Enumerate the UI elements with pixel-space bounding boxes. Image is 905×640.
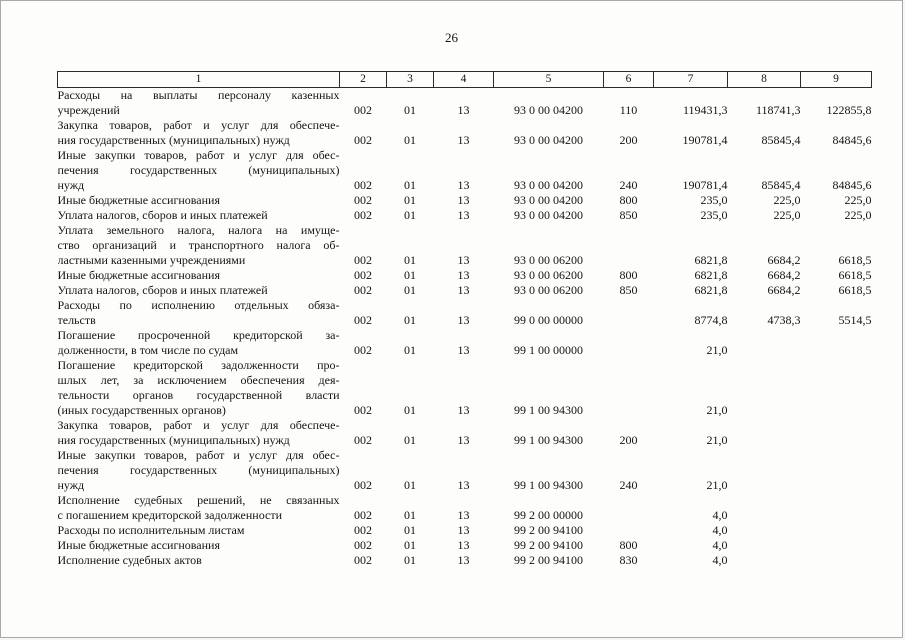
row-description: Закупка товаров, работ и услуг для обеспече- ния государственных (муниципальных) нужд (57, 418, 340, 447)
row-cell-col6: 240 (619, 478, 638, 492)
table-row (58, 223, 872, 268)
row-cell-col4: 13 (457, 283, 470, 297)
column-header-2: 2 (340, 72, 387, 88)
row-description: Расходы на выплаты персоналу казенных учреждений (57, 88, 340, 117)
row-cell-col4: 13 (457, 433, 470, 447)
row-cell-col8: 225,0 (773, 208, 801, 222)
row-cell-col6: 240 (619, 178, 638, 192)
row-cell-col5: 93 0 00 04200 (514, 178, 583, 192)
row-description: Расходы по исполнительным листам (57, 523, 245, 537)
row-description: Иные закупки товаров, работ и услуг для обес- печения государственных (муниципальных) нужд (57, 148, 340, 192)
table-row (58, 283, 872, 298)
budget-table (57, 71, 872, 568)
row-cell-col3: 01 (404, 478, 416, 492)
row-cell-col6: 800 (619, 538, 638, 552)
row-cell-col7: 6821,8 (694, 253, 728, 267)
row-cell-col7: 21,0 (706, 433, 728, 447)
row-cell-col3: 01 (404, 268, 416, 282)
row-cell-col8 (728, 358, 801, 418)
row-cell-col9 (801, 523, 872, 538)
row-cell-col3: 01 (404, 538, 416, 552)
row-cell-col9 (801, 418, 872, 448)
table-row (58, 523, 872, 538)
table-row (58, 193, 872, 208)
table-row (58, 328, 872, 358)
row-cell-col3: 01 (404, 433, 416, 447)
row-cell-col8 (728, 553, 801, 568)
row-cell-col2: 002 (354, 103, 372, 117)
row-cell-col8 (728, 538, 801, 553)
table-body (58, 88, 872, 569)
row-description: Погашение просроченной кредиторской за- долженности, в том числе по судам (57, 328, 340, 357)
row-cell-col4: 13 (457, 193, 470, 207)
row-cell-col7: 8774,8 (694, 313, 728, 327)
row-cell-col4: 13 (457, 478, 470, 492)
row-cell-col2: 002 (354, 193, 372, 207)
row-cell-col6: 800 (619, 268, 638, 282)
row-cell-col2: 002 (354, 508, 372, 522)
row-cell-col6: 830 (619, 553, 638, 567)
row-cell-col2: 002 (354, 553, 372, 567)
row-cell-col3: 01 (404, 133, 416, 147)
row-cell-col3: 01 (404, 343, 416, 357)
row-cell-col6: 850 (619, 283, 638, 297)
row-cell-col7: 6821,8 (694, 268, 728, 282)
row-cell-col8 (728, 523, 801, 538)
row-cell-col8: 4738,3 (767, 313, 801, 327)
column-header-9: 9 (801, 72, 872, 88)
row-cell-col7: 4,0 (712, 553, 728, 567)
row-cell-col6: 800 (619, 193, 638, 207)
row-cell-col4: 13 (457, 268, 470, 282)
row-cell-col9 (801, 358, 872, 418)
row-cell-col7: 21,0 (706, 478, 728, 492)
row-cell-col4: 13 (457, 538, 470, 552)
row-cell-col3: 01 (404, 283, 416, 297)
row-cell-col2: 002 (354, 268, 372, 282)
row-cell-col4: 13 (457, 253, 470, 267)
row-description: Уплата земельного налога, налога на имуще- ство организаций и транспортного налога об- ластными казенными учреждениями (57, 223, 340, 267)
row-cell-col9 (801, 553, 872, 568)
row-description: Погашение кредиторской задолженности про- шлых лет, за исключением обеспечения дея- тельности органов государственной власти (иных государственных органов) (57, 358, 340, 417)
row-cell-col6: 200 (619, 133, 638, 147)
row-cell-col8: 85845,4 (761, 178, 801, 192)
row-cell-col7: 6821,8 (694, 283, 728, 297)
row-cell-col9: 84845,6 (832, 178, 872, 192)
row-cell-col4: 13 (457, 553, 470, 567)
row-cell-col2: 002 (354, 433, 372, 447)
row-cell-col3: 01 (404, 253, 416, 267)
row-cell-col5: 99 0 00 00000 (514, 313, 583, 327)
row-cell-col5: 93 0 00 06200 (514, 268, 583, 282)
row-cell-col5: 93 0 00 04200 (514, 208, 583, 222)
page-number: 26 (445, 30, 458, 45)
row-cell-col2: 002 (354, 253, 372, 267)
row-cell-col9: 6618,5 (838, 253, 872, 267)
row-cell-col9: 5514,5 (838, 313, 872, 327)
table-row (58, 148, 872, 193)
row-description: Уплата налогов, сборов и иных платежей (57, 208, 268, 222)
row-cell-col9: 225,0 (844, 208, 872, 222)
row-cell-col2: 002 (354, 283, 372, 297)
table-row (58, 448, 872, 493)
row-cell-col8: 6684,2 (767, 283, 801, 297)
row-cell-col5: 93 0 00 04200 (514, 103, 583, 117)
row-cell-col6 (604, 328, 654, 358)
row-cell-col3: 01 (404, 523, 416, 537)
row-cell-col2: 002 (354, 538, 372, 552)
row-cell-col6 (604, 358, 654, 418)
row-cell-col2: 002 (354, 208, 372, 222)
row-cell-col4: 13 (457, 133, 470, 147)
row-cell-col5: 93 0 00 06200 (514, 253, 583, 267)
table-row (58, 538, 872, 553)
row-cell-col5: 99 2 00 00000 (514, 508, 583, 522)
row-cell-col4: 13 (457, 523, 470, 537)
row-cell-col3: 01 (404, 508, 416, 522)
row-cell-col3: 01 (404, 313, 416, 327)
row-cell-col6 (604, 493, 654, 523)
row-cell-col2: 002 (354, 133, 372, 147)
column-header-8: 8 (728, 72, 801, 88)
row-description: Иные бюджетные ассигнования (57, 193, 220, 207)
row-description: Уплата налогов, сборов и иных платежей (57, 283, 268, 297)
table-header-row (58, 72, 872, 88)
row-description: Иные бюджетные ассигнования (57, 538, 220, 552)
row-cell-col9: 6618,5 (838, 268, 872, 282)
column-header-1: 1 (58, 72, 340, 88)
row-cell-col4: 13 (457, 343, 470, 357)
row-description: Иные закупки товаров, работ и услуг для обес- печения государственных (муниципальных) нужд (57, 448, 340, 492)
row-cell-col8: 225,0 (773, 193, 801, 207)
row-cell-col5: 99 2 00 94100 (514, 553, 583, 567)
row-cell-col7: 235,0 (700, 208, 728, 222)
row-cell-col3: 01 (404, 103, 416, 117)
row-cell-col4: 13 (457, 403, 470, 417)
row-cell-col7: 4,0 (712, 508, 728, 522)
table-row (58, 493, 872, 523)
row-cell-col9: 122855,8 (826, 103, 872, 117)
row-cell-col9 (801, 448, 872, 493)
row-cell-col3: 01 (404, 193, 416, 207)
row-cell-col9: 6618,5 (838, 283, 872, 297)
row-cell-col8: 6684,2 (767, 268, 801, 282)
row-cell-col3: 01 (404, 178, 416, 192)
row-cell-col5: 99 1 00 94300 (514, 478, 583, 492)
column-header-7: 7 (654, 72, 728, 88)
row-cell-col8 (728, 448, 801, 493)
column-header-5: 5 (494, 72, 604, 88)
row-cell-col4: 13 (457, 508, 470, 522)
row-cell-col3: 01 (404, 403, 416, 417)
row-cell-col7: 4,0 (712, 538, 728, 552)
row-cell-col2: 002 (354, 343, 372, 357)
row-cell-col9 (801, 328, 872, 358)
row-cell-col2: 002 (354, 478, 372, 492)
row-cell-col6 (604, 298, 654, 328)
row-cell-col7: 119431,3 (682, 103, 728, 117)
row-cell-col6 (604, 223, 654, 268)
table-row (58, 298, 872, 328)
row-description: Расходы по исполнению отдельных обяза- тельств (57, 298, 340, 327)
row-cell-col2: 002 (354, 403, 372, 417)
table-row (58, 268, 872, 283)
row-cell-col6: 200 (619, 433, 638, 447)
row-cell-col3: 01 (404, 208, 416, 222)
row-description: Исполнение судебных актов (57, 553, 202, 567)
table-row (58, 553, 872, 568)
row-cell-col8: 85845,4 (761, 133, 801, 147)
row-cell-col5: 99 2 00 94100 (514, 523, 583, 537)
row-cell-col5: 99 2 00 94100 (514, 538, 583, 552)
column-header-6: 6 (604, 72, 654, 88)
row-cell-col5: 99 1 00 94300 (514, 433, 583, 447)
row-cell-col7: 190781,4 (682, 178, 728, 192)
row-cell-col9: 225,0 (844, 193, 872, 207)
row-cell-col4: 13 (457, 103, 470, 117)
row-cell-col9: 84845,6 (832, 133, 872, 147)
row-cell-col8: 6684,2 (767, 253, 801, 267)
row-cell-col5: 99 1 00 94300 (514, 403, 583, 417)
row-cell-col6: 850 (619, 208, 638, 222)
row-description: Иные бюджетные ассигнования (57, 268, 220, 282)
row-cell-col8 (728, 328, 801, 358)
row-cell-col2: 002 (354, 523, 372, 537)
row-cell-col4: 13 (457, 208, 470, 222)
row-cell-col8 (728, 418, 801, 448)
row-cell-col5: 93 0 00 04200 (514, 193, 583, 207)
row-cell-col7: 4,0 (712, 523, 728, 537)
column-header-3: 3 (387, 72, 434, 88)
row-cell-col9 (801, 493, 872, 523)
row-cell-col5: 99 1 00 00000 (514, 343, 583, 357)
row-cell-col2: 002 (354, 178, 372, 192)
row-description: Исполнение судебных решений, не связанных с погашением кредиторской задолженности (57, 493, 340, 522)
table-row (58, 418, 872, 448)
table-row (58, 118, 872, 148)
row-cell-col8: 118741,3 (755, 103, 801, 117)
row-cell-col8 (728, 493, 801, 523)
table-row (58, 88, 872, 119)
column-header-4: 4 (434, 72, 494, 88)
row-description: Закупка товаров, работ и услуг для обеспече- ния государственных (муниципальных) нужд (57, 118, 340, 147)
row-cell-col6: 110 (619, 103, 638, 117)
table-row (58, 208, 872, 223)
row-cell-col7: 21,0 (706, 343, 728, 357)
row-cell-col4: 13 (457, 313, 470, 327)
row-cell-col2: 002 (354, 313, 372, 327)
row-cell-col9 (801, 538, 872, 553)
row-cell-col7: 235,0 (700, 193, 728, 207)
row-cell-col3: 01 (404, 553, 416, 567)
row-cell-col5: 93 0 00 04200 (514, 133, 583, 147)
table-row (58, 358, 872, 418)
row-cell-col6 (604, 523, 654, 538)
row-cell-col5: 93 0 00 06200 (514, 283, 583, 297)
row-cell-col7: 190781,4 (682, 133, 728, 147)
row-cell-col7: 21,0 (706, 403, 728, 417)
row-cell-col4: 13 (457, 178, 470, 192)
